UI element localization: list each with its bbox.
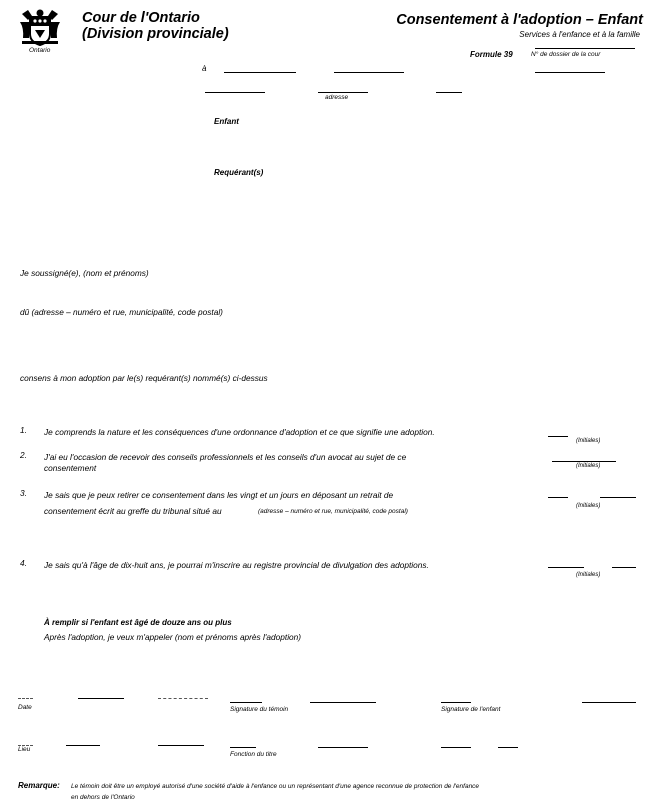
court-address-line[interactable] [205,92,265,93]
date-dash-line-2 [158,698,208,699]
clause-1-text: Je comprends la nature et les conséquences d'une ordonnance d'adoption et ce que signifie une adoption. [44,427,435,437]
clause-3-initials-line-2[interactable] [600,497,636,498]
file-number-line [535,48,635,49]
clause-4-initials-line-2[interactable] [612,567,636,568]
clause-2-initials-line[interactable] [552,461,616,462]
applicants-label: Requérant(s) [214,168,264,177]
child-label: Enfant [214,117,239,126]
crest-caption: Ontario [29,47,51,54]
clause-1-number: 1. [20,425,27,435]
court-name [82,10,229,42]
remarks-text-line1: Le témoin doit être un employé autorisé d'une société d'aide à l'enfance ou un représentant d'une agence reconnue de protection de l'enfance [71,783,480,790]
clause-4-initials-label: (Initiales) [576,572,601,578]
place-label: Lieu [18,746,31,753]
witness-title-line-3[interactable] [441,747,471,748]
clause-2-initials-label: (Initiales) [576,463,601,469]
twelve-plus-text: Après l'adoption, je veux m'appeler (nom et prénoms après l'adoption) [44,632,302,642]
date-line[interactable] [78,698,124,699]
witness-title-line-4[interactable] [498,747,518,748]
declarant-name-label: Je soussigné(e), (nom et prénoms) [20,268,149,278]
witness-title-line[interactable] [230,747,256,748]
court-address-label: adresse [325,94,349,101]
witness-signature-line-2[interactable] [310,702,376,703]
clause-3-address-label: (adresse – numéro et rue, municipalité, code postal) [258,508,408,515]
clause-3-initials-label: (Initiales) [576,503,601,509]
clause-1-initials-label: (Initiales) [576,438,601,444]
remarks-text-line2: en dehors de l'Ontario [71,794,135,801]
clause-2-text-line1: J'ai eu l'occasion de recevoir des conseils professionnels et les conseils d'un avocat au sujet de ce [44,452,407,462]
court-address-line-3[interactable] [436,92,462,93]
consent-text: consens à mon adoption par le(s) requérant(s) nommé(s) ci-dessus [20,373,268,383]
form-number: Formule 39 [470,50,513,59]
form-title: Consentement à l'adoption – Enfant [396,12,643,28]
remarks-label: Remarque: [18,781,60,790]
clause-3-text-line1: Je sais que je peux retirer ce consentement dans les vingt et un jours en déposant un retrait de [44,490,394,500]
child-signature-label: Signature de l'enfant [441,706,501,713]
witness-title-label: Fonction du titre [230,751,277,758]
file-number-field-line-2 [535,72,605,73]
place-line-2[interactable] [158,745,204,746]
ontario-crest-icon [18,8,62,48]
date-label: Date [18,704,32,711]
clause-4-number: 4. [20,558,27,568]
court-address-line-2[interactable] [318,92,368,93]
court-location-line-2[interactable] [334,72,404,73]
child-signature-line[interactable] [441,702,471,703]
witness-signature-line[interactable] [230,702,262,703]
clause-1-initials-line[interactable] [548,436,568,437]
court-name-line1: Cour de l'Ontario [82,10,200,26]
clause-2-text-line2: consentement [44,463,97,473]
child-signature-line-2[interactable] [582,702,636,703]
clause-4-initials-line[interactable] [548,567,584,568]
form-subtitle: Services à l'enfance et à la famille [519,30,640,39]
clause-3-initials-line[interactable] [548,497,568,498]
clause-2-number: 2. [20,450,27,460]
clause-3-number: 3. [20,488,27,498]
clause-3-text-line2: consentement écrit au greffe du tribunal situé au [44,506,222,516]
court-name-line2: (Division provinciale) [82,26,229,42]
at-label: à [202,64,207,73]
place-line[interactable] [66,745,100,746]
file-number-label: N° de dossier de la cour [531,51,601,58]
declarant-address-label: dû (adresse – numéro et rue, municipalité, code postal) [20,307,223,317]
date-dash-line [18,698,33,699]
clause-4-text: Je sais qu'à l'âge de dix-huit ans, je pourrai m'inscrire au registre provincial de divulgation des adoptions. [44,560,429,570]
witness-signature-label: Signature du témoin [230,706,289,713]
twelve-plus-heading: À remplir si l'enfant est âgé de douze ans ou plus [44,618,232,627]
court-location-line[interactable] [224,72,296,73]
witness-title-line-2[interactable] [318,747,368,748]
